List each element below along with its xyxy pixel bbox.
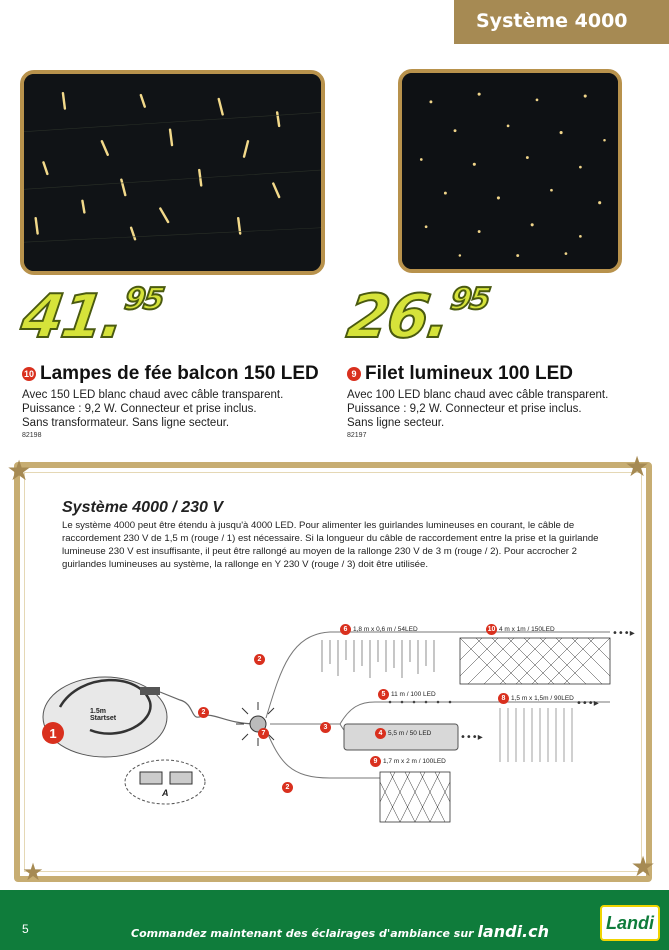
product-title <box>347 363 647 385</box>
diagram-number-badge: 2 <box>282 782 293 793</box>
diagram-label <box>378 689 436 700</box>
price-cents: 95 <box>122 282 165 317</box>
product-sku: 82198 <box>22 432 42 439</box>
product-name: Filet lumineux 100 LED <box>365 363 573 384</box>
diagram-number-badge: 7 <box>258 728 269 739</box>
price-main: 41. <box>17 282 128 352</box>
system-diagram <box>30 612 640 874</box>
price-main: 26. <box>343 282 454 352</box>
star-icon: ★ <box>6 455 32 486</box>
diagram-number-badge: 9 <box>370 756 381 767</box>
price-cents: 95 <box>448 282 491 317</box>
startset-label: 1.5m Startset <box>90 708 117 722</box>
svg-text:•••▸: •••▸ <box>612 628 635 639</box>
product-sku: 82197 <box>347 432 367 439</box>
connector-label: A <box>162 788 169 798</box>
diagram-label <box>498 693 574 704</box>
product-net-lights <box>347 363 647 439</box>
diagram-label-text: 1,8 m x 0,6 m / 54LED <box>353 626 418 633</box>
product-photo-net-lights <box>398 69 622 273</box>
page-number: 5 <box>22 922 29 936</box>
product-number-badge: 9 <box>347 367 361 381</box>
diagram-label <box>370 756 446 767</box>
product-fairy-lights <box>22 363 342 439</box>
diagram-number-badge: 2 <box>198 707 209 718</box>
diagram-number-badge: 1 <box>42 722 64 744</box>
svg-text:•••▸: •••▸ <box>460 732 483 743</box>
product-name: Lampes de fée balcon 150 LED <box>40 363 319 384</box>
diagram-label-text: 5,5 m / 50 LED <box>388 730 432 737</box>
info-text: Le système 4000 peut être étendu à jusqu'à 4000 LED. Pour alimenter les guirlandes lumineuses en courant, le câble de raccordement 230 V de 1,5 m (rouge / 1) est nécessaire. Si la longueur du câble de raccordement entre la prise et la guirlande lumineuse 230 V est insuffisante, il peut être rallongé au moyen de la rallonge 230 V de 3 m (rouge / 2). Pour accrocher 2 guirlandes lumineuses au système, la rallonge en Y 230 V (rouge / 3) doit être utilisée. <box>62 520 599 570</box>
diagram-number-badge: 5 <box>378 689 389 700</box>
price-fairy-lights <box>17 282 165 352</box>
diagram-label-text: 1,5 m x 1,5m / 90LED <box>511 695 574 702</box>
star-icon: ★ <box>624 451 650 482</box>
section-header <box>454 0 669 44</box>
diagram-label <box>486 624 555 635</box>
product-photo-fairy-lights <box>20 70 325 275</box>
diagram-number-badge: 6 <box>340 624 351 635</box>
diagram-number-badge: 3 <box>320 722 331 733</box>
diagram-label <box>375 728 431 739</box>
product-title <box>22 363 342 385</box>
product-description: Avec 150 LED blanc chaud avec câble transparent. Puissance : 9,2 W. Connecteur et prise inclus. Sans transformateur. Sans ligne secteur. <box>22 389 284 429</box>
logo-text: Landi <box>606 912 654 933</box>
footer-brand-link[interactable]: landi.ch <box>477 922 549 941</box>
footer-cta <box>131 922 549 941</box>
star-icon: ★ <box>630 851 656 882</box>
info-title: Système 4000 / 230 V <box>62 499 224 516</box>
diagram-number-badge: 4 <box>375 728 386 739</box>
price-net-lights <box>343 282 491 352</box>
diagram-label-text: 11 m / 100 LED <box>391 691 436 698</box>
diagram-number-badge: 10 <box>487 626 496 633</box>
landi-logo[interactable] <box>600 905 660 941</box>
footer-bar <box>0 890 669 950</box>
svg-text:•••▸: •••▸ <box>576 698 599 709</box>
footer-cta-text: Commandez maintenant des éclairages d'ambiance sur <box>131 927 478 940</box>
product-number-badge: 10 <box>23 369 34 379</box>
diagram-number-badge: 2 <box>254 654 265 665</box>
diagram-label-text: 1,7 m x 2 m / 100LED <box>383 758 446 765</box>
diagram-label <box>340 624 418 635</box>
diagram-label-text: 4 m x 1m / 150LED <box>499 626 555 633</box>
section-title: Système 4000 <box>476 10 628 32</box>
diagram-number-badge: 8 <box>498 693 509 704</box>
product-description: Avec 100 LED blanc chaud avec câble transparent. Puissance : 9,2 W. Connecteur et prise inclus. Sans ligne secteur. <box>347 389 609 429</box>
star-icon: ★ <box>22 859 44 886</box>
